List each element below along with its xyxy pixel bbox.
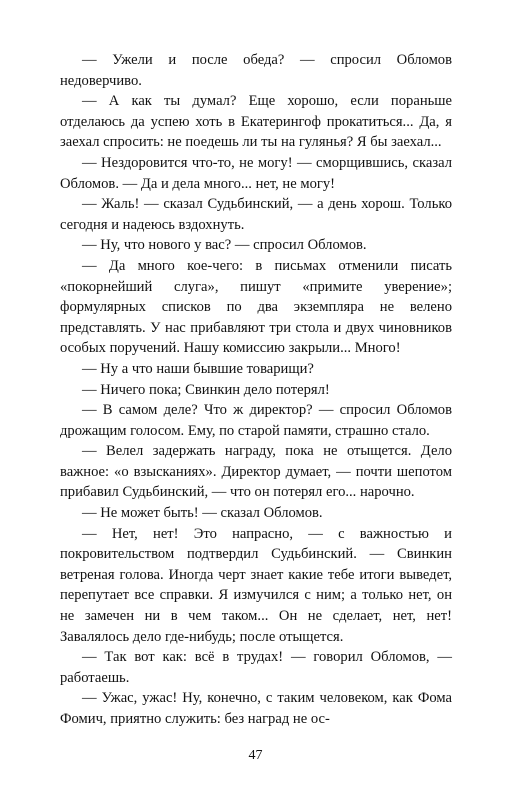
paragraph-9: — В самом деле? Что ж директор? — спросил Обломов дрожащим голосом. Ему, по старой памяти, страшно стало. [60, 402, 452, 439]
paragraph-3: — Нездоровится что-то, не могу! — сморщившись, сказал Обломов. — Да и дела много... нет, не могу! [60, 154, 452, 192]
paragraph-2: — А как ты думал? Еще хорошо, если пораньше отделаюсь да успею хоть в Екатерингоф прокатиться... Да, я заехал спросить: не поедешь ли ты на гулянья? Я бы заехал... [60, 93, 452, 151]
book-page-text [60, 50, 452, 730]
paragraph-10: — Велел задержать награду, пока не отыщется. Дело важное: «о взысканиях». Директор думает, — почти шепотом прибавил Судьбинский, — что он потерял его... нарочно. [60, 443, 452, 501]
paragraph-11: — Не может быть! — сказал Обломов. [82, 505, 323, 522]
paragraph-4: — Жаль! — сказал Судьбинский, — а день хорош. Только сегодня и надеюсь вздохнуть. [60, 196, 452, 233]
paragraph-12: — Нет, нет! Это напрасно, — с важностью и покровительством подтвердил Судьбинский. — Свинкин ветреная голова. Иногда черт знает какие тебе итоги выведет, перепутает все справки. Я измучился с ним; а только нет, он не замечен ни в чем таком... Он не сделает, нет, нет! Завалялось дело где-нибудь; после отыщется. [60, 525, 452, 645]
paragraph-5: — Ну, что нового у вас? — спросил Обломов. [82, 237, 367, 254]
paragraph-8: — Ничего пока; Свинкин дело потерял! [82, 381, 330, 398]
paragraph-1: — Ужели и после обеда? — спросил Обломов недоверчиво. [60, 52, 452, 89]
paragraph-14: — Ужас, ужас! Ну, конечно, с таким человеком, как Фома Фомич, приятно служить: без наград не ос- [60, 690, 452, 727]
paragraph-7: — Ну а что наши бывшие товарищи? [82, 360, 314, 377]
page-number: 47 [248, 748, 263, 763]
paragraph-13: — Так вот как: всё в трудах! — говорил Обломов, — работаешь. [60, 649, 452, 686]
paragraph-6: — Да много кое-чего: в письмах отменили писать «покорнейший слуга», пишут «примите уверение»; формулярных списков по два экземпляра не велено представлять. У нас прибавляют три стола и двух чиновников особых поручений. Нашу комиссию закрыли... Много! [60, 257, 452, 357]
